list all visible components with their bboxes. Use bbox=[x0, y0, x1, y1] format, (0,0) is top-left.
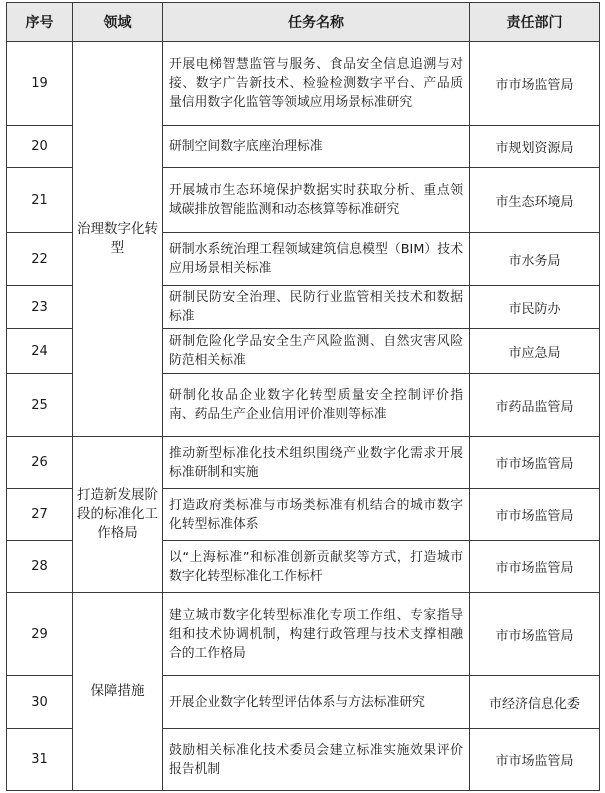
row-num: 22 bbox=[7, 233, 73, 286]
row-task: 建立城市数字化转型标准化专项工作组、专家指导组和技术协调机制，构建行政管理与技术支撑相融合的工作格局 bbox=[163, 593, 470, 676]
row-dept: 市市场监管局 bbox=[470, 489, 600, 541]
row-num: 28 bbox=[7, 541, 73, 593]
task-table bbox=[6, 2, 600, 791]
header-dept: 责任部门 bbox=[470, 3, 600, 42]
row-dept: 市市场监管局 bbox=[470, 437, 600, 489]
row-num: 20 bbox=[7, 126, 73, 168]
row-dept: 市规划资源局 bbox=[470, 126, 600, 168]
row-task: 鼓励相关标准化技术委员会建立标准实施效果评价报告机制 bbox=[163, 729, 470, 791]
row-num: 30 bbox=[7, 676, 73, 729]
row-dept: 市应急局 bbox=[470, 329, 600, 374]
row-dept: 市市场监管局 bbox=[470, 729, 600, 791]
row-dept: 市生态环境局 bbox=[470, 168, 600, 233]
row-num: 24 bbox=[7, 329, 73, 374]
row-task: 以“上海标准”和标准创新贡献奖等方式，打造城市数字化转型标准化工作标杆 bbox=[163, 541, 470, 593]
row-num: 26 bbox=[7, 437, 73, 489]
row-task: 开展城市生态环境保护数据实时获取分析、重点领域碳排放智能监测和动态核算等标准研究 bbox=[163, 168, 470, 233]
header-num: 序号 bbox=[7, 3, 73, 42]
row-num: 29 bbox=[7, 593, 73, 676]
header-row bbox=[7, 3, 600, 42]
row-dept: 市经济信息化委 bbox=[470, 676, 600, 729]
table-row bbox=[7, 593, 600, 676]
row-task: 研制民防安全治理、民防行业监管相关技术和数据标准 bbox=[163, 286, 470, 329]
table-row bbox=[7, 437, 600, 489]
row-num: 27 bbox=[7, 489, 73, 541]
domain-cell: 打造新发展阶段的标准化工作格局 bbox=[73, 437, 163, 593]
row-dept: 市市场监管局 bbox=[470, 42, 600, 126]
row-num: 25 bbox=[7, 374, 73, 437]
row-task: 开展企业数字化转型评估体系与方法标准研究 bbox=[163, 676, 470, 729]
row-dept: 市市场监管局 bbox=[470, 541, 600, 593]
row-num: 31 bbox=[7, 729, 73, 791]
row-dept: 市水务局 bbox=[470, 233, 600, 286]
domain-cell: 保障措施 bbox=[73, 593, 163, 791]
header-domain: 领域 bbox=[73, 3, 163, 42]
row-dept: 市药品监管局 bbox=[470, 374, 600, 437]
row-num: 23 bbox=[7, 286, 73, 329]
table-row bbox=[7, 42, 600, 126]
row-task: 打造政府类标准与市场类标准有机结合的城市数字化转型标准体系 bbox=[163, 489, 470, 541]
row-dept: 市民防办 bbox=[470, 286, 600, 329]
row-task: 研制水系统治理工程领域建筑信息模型（BIM）技术应用场景相关标准 bbox=[163, 233, 470, 286]
domain-cell: 治理数字化转型 bbox=[73, 42, 163, 437]
row-task: 开展电梯智慧监管与服务、食品安全信息追溯与对接、数字广告新技术、检验检测数字平台、产品质量信用数字化监管等领域应用场景标准研究 bbox=[163, 42, 470, 126]
row-num: 19 bbox=[7, 42, 73, 126]
row-task: 研制危险化学品安全生产风险监测、自然灾害风险防范相关标准 bbox=[163, 329, 470, 374]
row-task: 推动新型标准化技术组织围绕产业数字化需求开展标准研制和实施 bbox=[163, 437, 470, 489]
header-task: 任务名称 bbox=[163, 3, 470, 42]
row-num: 21 bbox=[7, 168, 73, 233]
row-task: 研制化妆品企业数字化转型质量安全控制评价指南、药品生产企业信用评价准则等标准 bbox=[163, 374, 470, 437]
row-task: 研制空间数字底座治理标准 bbox=[163, 126, 470, 168]
row-dept: 市市场监管局 bbox=[470, 593, 600, 676]
